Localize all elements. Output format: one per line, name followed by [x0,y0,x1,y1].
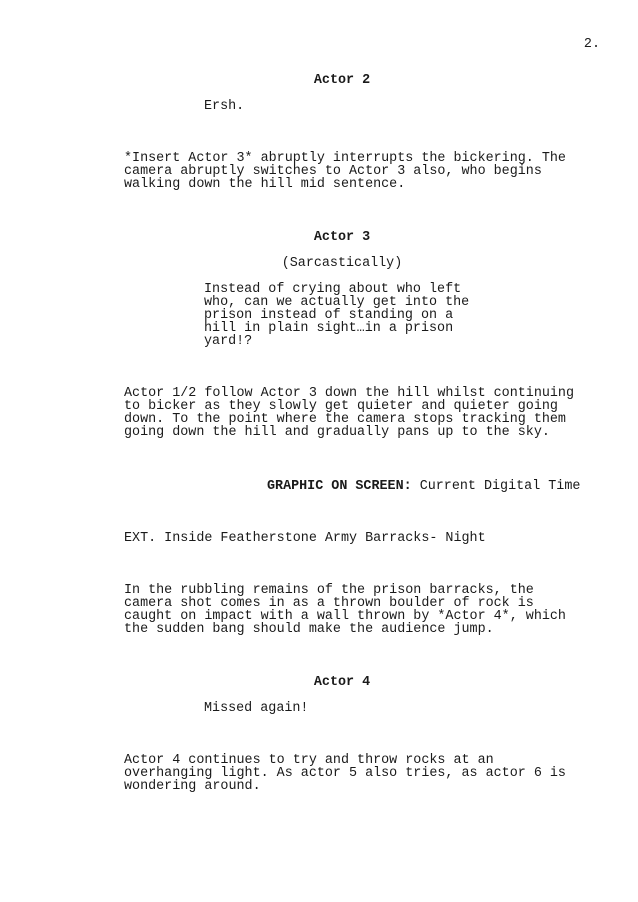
action-paragraph: *Insert Actor 3* abruptly interrupts the bickering. The camera abruptly switches to Actor 3 also, who begins walking down the hill mid sentence. [124,151,566,192]
page-number: 2. [583,37,600,52]
graphic-text: Current Digital Time [411,479,581,494]
character-name: Actor 4 [313,675,371,690]
graphic-on-screen-note [267,480,580,493]
dialogue-line: Ersh. [204,99,245,114]
action-paragraph: Actor 4 continues to try and throw rocks at an overhanging light. As actor 5 also tries, as actor 6 is wondering around. [124,753,566,794]
dialogue-line: Instead of crying about who left who, can we actually get into the prison instead of standing on a hill in plain sight…in a prison yard!? [204,282,470,349]
action-paragraph: In the rubbling remains of the prison barracks, the camera shot comes in as a thrown boulder of rock is caught on impact with a wall thrown by *Actor 4*, which the sudden bang should make the audience jump. [124,583,566,637]
character-name: Actor 3 [313,230,371,245]
action-paragraph: Actor 1/2 follow Actor 3 down the hill whilst continuing to bicker as they slowly get quieter and quieter going down. To the point where the camera stops tracking them going down the hill and gradually pans up to the sky. [124,386,574,440]
parenthetical: (Sarcastically) [281,256,403,271]
character-name: Actor 2 [313,73,371,88]
dialogue-line: Missed again! [204,701,309,716]
graphic-label: GRAPHIC ON SCREEN: [267,479,412,494]
scene-heading: EXT. Inside Featherstone Army Barracks- Night [124,531,486,546]
